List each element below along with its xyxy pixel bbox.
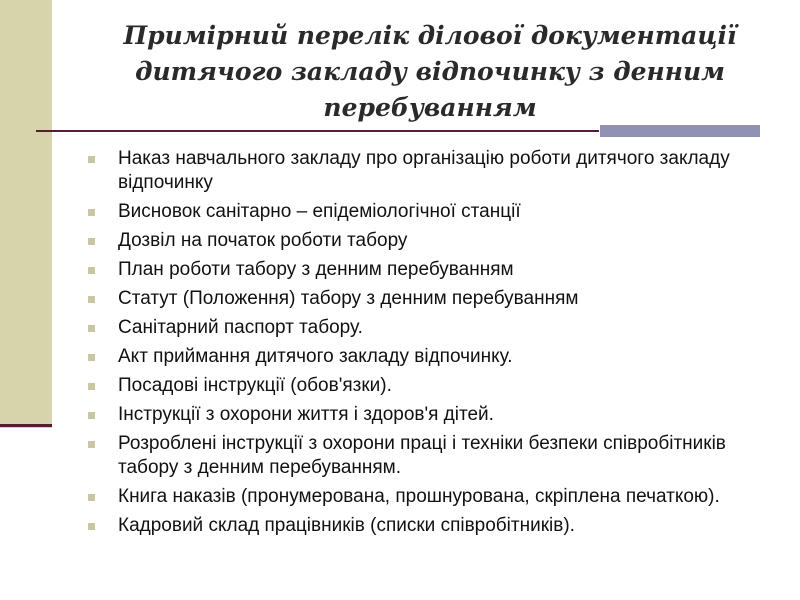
square-bullet-icon — [88, 296, 95, 303]
list-item-text: Наказ навчального закладу про організацію роботи дитячого закладу відпочинку — [118, 148, 730, 193]
title-line: перебуванням — [323, 93, 537, 122]
list-item-text: Дозвіл на початок роботи табору — [118, 230, 408, 251]
list-item — [88, 403, 788, 427]
list-item-text: План роботи табору з денним перебуванням — [118, 259, 514, 280]
list-item — [88, 485, 788, 509]
title-divider — [36, 130, 599, 132]
side-decor-line — [0, 424, 52, 427]
square-bullet-icon — [88, 354, 95, 361]
list-item-text: Розроблені інструкції з охорони праці і техніки безпеки співробітників табору з денним перебуванням. — [118, 433, 726, 478]
square-bullet-icon — [88, 523, 95, 530]
square-bullet-icon — [88, 441, 95, 448]
list-item-text: Статут (Положення) табору з денним перебуванням — [118, 288, 579, 309]
square-bullet-icon — [88, 383, 95, 390]
square-bullet-icon — [88, 325, 95, 332]
list-item-text: Акт приймання дитячого закладу відпочинку. — [118, 346, 513, 367]
square-bullet-icon — [88, 156, 95, 163]
list-item — [88, 258, 788, 282]
accent-bar — [600, 125, 760, 137]
side-decor-band — [0, 0, 52, 428]
document-list — [88, 147, 788, 543]
list-item-text: Кадровий склад працівників (списки співробітників). — [118, 515, 575, 536]
list-item — [88, 229, 788, 253]
list-item-text: Санітарний паспорт табору. — [118, 317, 363, 338]
square-bullet-icon — [88, 267, 95, 274]
square-bullet-icon — [88, 412, 95, 419]
list-item — [88, 147, 788, 195]
list-item — [88, 345, 788, 369]
list-item-text: Посадові інструкції (обов'язки). — [118, 375, 392, 396]
list-item — [88, 374, 788, 398]
title-line: Примірний перелік ділової документації — [123, 21, 737, 50]
square-bullet-icon — [88, 494, 95, 501]
list-item-text: Книга наказів (пронумерована, прошнурована, скріплена печаткою). — [118, 486, 720, 507]
title-line: дитячого закладу відпочинку з денним — [135, 57, 725, 86]
slide-title — [60, 18, 800, 126]
list-item-text: Висновок санітарно – епідеміологічної станції — [118, 201, 521, 222]
square-bullet-icon — [88, 209, 95, 216]
square-bullet-icon — [88, 238, 95, 245]
list-item — [88, 432, 788, 480]
list-item — [88, 316, 788, 340]
list-item — [88, 514, 788, 538]
list-item — [88, 287, 788, 311]
list-item-text: Інструкції з охорони життя і здоров'я дітей. — [118, 404, 494, 425]
list-item — [88, 200, 788, 224]
